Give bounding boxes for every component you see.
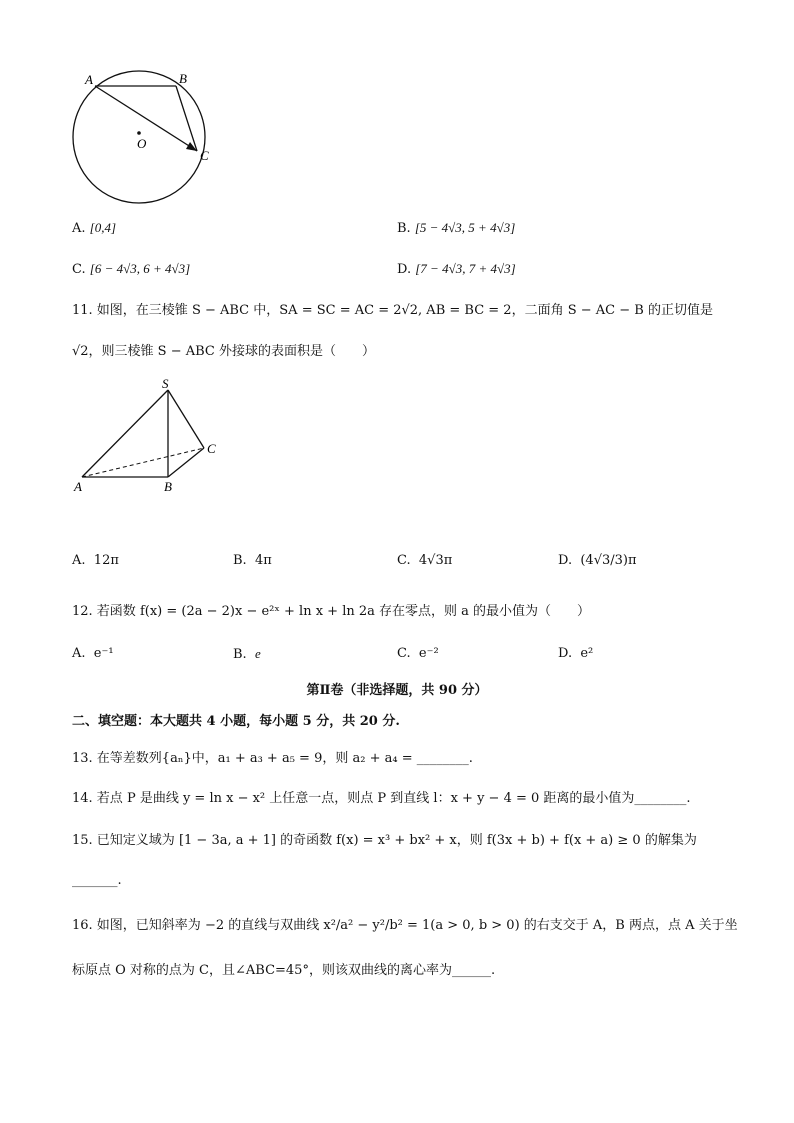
q11-stem-line1: 11. 如图，在三棱锥 S − ABC 中，SA = SC = AC = 2√2, AB = BC = 2，二面角 S − AC − B 的正切值是 [72, 303, 713, 318]
q10-option-c: C. [6 − 4√3, 6 + 4√3] [72, 261, 191, 277]
q13-stem: 13. 在等差数列{aₙ}中，a₁ + a₃ + a₅ = 9，则 a₂ + a₄ = ________. [72, 751, 473, 766]
q15-stem-line1: 15. 已知定义域为 [1 − 3a, a + 1] 的奇函数 f(x) = x³ + bx² + x，则 f(3x + b) + f(x + a) ≥ 0 的解集为 [72, 833, 697, 848]
q12-option-b: B. e [233, 646, 261, 662]
q10-option-b: B. [5 − 4√3, 5 + 4√3] [397, 220, 516, 236]
label-A: A [85, 72, 93, 87]
q12-option-a: A. e⁻¹ [72, 646, 114, 661]
pyramid-figure [68, 376, 228, 498]
label-B: B [179, 71, 187, 86]
q11-stem-line2: √2，则三棱锥 S − ABC 外接球的表面积是（ ） [72, 344, 376, 359]
label-C: C [207, 441, 216, 456]
q10-option-a: A. [0,4] [72, 220, 117, 236]
q11-option-a: A. 12π [72, 553, 119, 568]
section-heading: 二、填空题：本大题共 4 小题，每小题 5 分，共 20 分. [72, 714, 400, 729]
circle-figure [60, 62, 230, 207]
q12-option-d: D. e² [558, 646, 594, 661]
q14-stem: 14. 若点 P 是曲线 y = ln x − x² 上任意一点，则点 P 到直线 l：x + y − 4 = 0 距离的最小值为________. [72, 791, 691, 806]
q16-stem-line1: 16. 如图，已知斜率为 −2 的直线与双曲线 x²/a² − y²/b² = 1(a > 0, b > 0) 的右支交于 A，B 两点，点 A 关于坐 [72, 918, 738, 933]
q11-option-c: C. 4√3π [397, 553, 453, 568]
q15-stem-line2: _______. [72, 873, 122, 888]
label-S: S [162, 376, 169, 391]
section-title: 第Ⅱ卷（非选择题，共 90 分） [306, 683, 488, 698]
label-A: A [74, 479, 82, 494]
q12-option-c: C. e⁻² [397, 646, 439, 661]
q16-stem-line2: 标原点 O 对称的点为 C，且∠ABC=45°，则该双曲线的离心率为______. [72, 963, 496, 978]
label-C: C [200, 148, 209, 163]
q12-stem: 12. 若函数 f(x) = (2a − 2)x − e²ˣ + ln x + ln 2a 存在零点，则 a 的最小值为（ ） [72, 604, 591, 619]
q11-option-d: D. (4√3/3)π [558, 553, 637, 568]
label-B: B [164, 479, 172, 494]
q10-option-d: D. [7 − 4√3, 7 + 4√3] [397, 261, 516, 277]
q11-option-b: B. 4π [233, 553, 272, 568]
label-O: O [137, 136, 147, 151]
